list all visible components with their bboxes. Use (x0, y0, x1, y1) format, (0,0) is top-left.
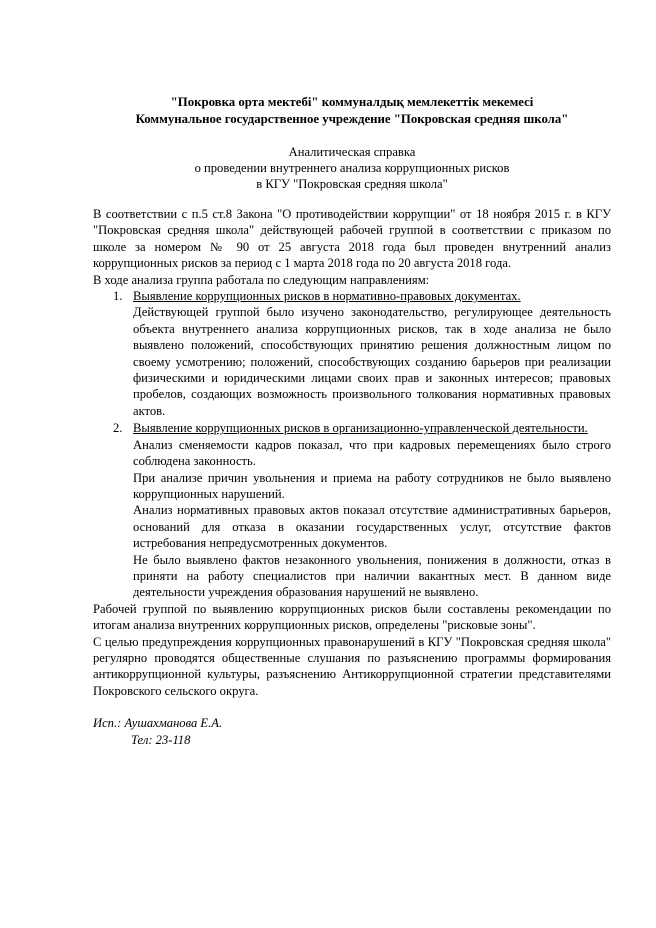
organization-header (93, 94, 611, 128)
document-title (93, 144, 611, 192)
executor-phone: Тел: 23-118 (131, 732, 191, 747)
list-item (93, 420, 611, 436)
list-item-paragraph: При анализе причин увольнения и приема на работу сотрудников не было выявлено коррупционных нарушений. (133, 470, 611, 501)
directions-intro: В ходе анализа группа работала по следующим направлениям: (93, 272, 430, 287)
conclusion-paragraph: С целью предупреждения коррупционных правонарушений в КГУ "Покровская средняя школа" регулярно проводятся общественные слушания по разъяснению программы формирования антикоррупционной культуры, разъяснению Антикоррупционной стратегии представителями Покровского сельского округа. (93, 634, 611, 698)
title-line-2: о проведении внутреннего анализа коррупционных рисков (194, 161, 510, 175)
list-item-paragraph: Действующей группой было изучено законодательство, регулирующее деятельность объекта внутреннего анализа коррупционных рисков, так в ходе анализа не было выявлено положений, способствующих принятию решения должностным лицом по своему усмотрению; положений, способствующих созданию барьеров при реализации физическими и юридическими лицами своих прав и законных интересов; правовых пробелов, создающих возможность произвольного толкования нормативных правовых актов. (133, 305, 611, 418)
title-line-3: в КГУ "Покровская средняя школа" (256, 177, 448, 191)
title-line-1: Аналитическая справка (288, 145, 416, 159)
list-item-paragraph: Не было выявлено фактов незаконного увольнения, понижения в должности, отказ в приняти на работу специалистов при наличии вакантных мест. В данном виде деятельности учреждения образования нарушений не выявлено. (133, 552, 611, 600)
document-page (93, 94, 611, 699)
executor-name: Исп.: Аушахманова Е.А. (93, 716, 223, 730)
header-line-kazakh: "Покровка орта мектебі" коммуналдық мемлекеттік мекемесі (170, 95, 534, 109)
conclusion-paragraph: Рабочей группой по выявлению коррупционных рисков были составлены рекомендации по итогам анализа внутренних коррупционных рисков, определены "рисковые зоны". (93, 601, 611, 633)
list-item (93, 288, 611, 304)
list-item-heading: Выявление коррупционных рисков в нормативно-правовых документах. (133, 289, 521, 304)
list-number: 2. (113, 421, 123, 436)
list-item-heading: Выявление коррупционных рисков в организационно-управленческой деятельности. (133, 421, 588, 436)
list-item-paragraph: Анализ нормативных правовых актов показал отсутствие административных барьеров, оснований для отказа в оказании государственных услуг, отсутствие фактов истребования непредусмотренных документов. (133, 503, 611, 551)
signature-block (93, 715, 222, 748)
list-item-paragraph: Анализ сменяемости кадров показал, что при кадровых перемещениях было строго соблюдена законность. (133, 437, 611, 469)
header-line-russian: Коммунальное государственное учреждение "Покровская средняя школа" (135, 112, 569, 126)
document-body (93, 206, 611, 699)
list-number: 1. (113, 289, 123, 304)
intro-paragraph: В соответствии с п.5 ст.8 Закона "О противодействии коррупции" от 18 ноября 2015 г. в КГУ "Покровская средняя школа" действующей рабочей группой в соответствии с приказом по школе за номером № 90 от 25 августа 2018 года был проведен внутренний анализ коррупционных рисков за период с 1 марта 2018 года по 20 августа 2018 года. (93, 207, 611, 271)
